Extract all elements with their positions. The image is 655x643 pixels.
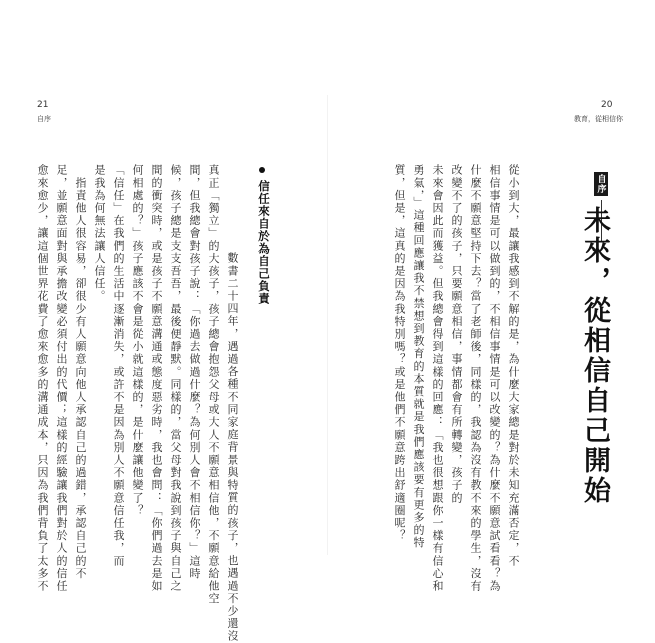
left-column-10: 足，並願意面對與承擔改變必須付出的代價；這樣的經驗讓我們對於人的信任 [55,164,68,593]
left-running-header: 自序 [37,115,51,123]
chapter-title: 未來，從相信自己開始 [579,206,610,506]
left-folio: 21 [37,100,49,110]
right-column-2: 相信事情是可以做到的，不相信事情是可以改變的？為什麼不願意試看看？為 [488,164,501,593]
left-column-3: 間，但我總會對孩子說：「你過去做過什麼？為何別人會不相信你？」這時 [188,164,201,580]
left-column-8: 是我為何無法讓人信任。 [93,164,106,303]
right-column-5: 未來會因此而獲益。但我總會得到這樣的回應：「我也很想跟你一樣有信心和 [431,164,444,593]
left-column-5: 間的衝突時，或是孩子不願意溝通或態度惡劣時，我也會問：「你們過去是如 [150,164,163,593]
section-heading: 信任來自於為自己負責 [257,180,271,305]
left-column-4: 候，孩子總是支支吾吾，最後便靜默。同樣的，當父母對我說到孩子與自己之 [169,164,182,593]
left-column-1: 數書二十四年，遇過各種不同家庭背景與特質的孩子，也遇過不少還沒 [226,252,239,643]
page-gutter [327,95,328,555]
right-column-6: 勇氣，」這種回應讓我不禁想到教育的本質就是我們應該要有更多的特 [412,164,425,550]
right-folio: 20 [601,100,613,110]
right-column-4: 改變不了的孩子，只要願意相信，事情都會有所轉變，孩子的 [450,164,463,505]
preface-tag: 自序 [594,172,608,196]
left-column-2: 真正「獨立」的大孩子，孩子總會抱怨父母或大人不願意相信他，不願意給他空 [207,164,220,605]
left-column-7: 「信任」在我們的生活中逐漸消失，或許不是因為別人不願意信任我，而 [112,164,125,568]
left-column-11: 愈來愈少，讓這個世界花費了愈來愈多的溝通成本，只因為我們背負了太多不 [36,164,49,593]
right-column-1: 從小到大，最讓我感到不解的是，為什麼大家總是對於未知充滿否定，不 [507,164,520,568]
right-column-3: 什麼不願意堅持下去？當了老師後，同樣的，我認為沒有教不來的學生，沒有 [469,164,482,593]
heading-bullet-icon [259,167,265,173]
left-column-6: 何相處的？」孩子應該不會是從小就這樣的，是什麼讓他變了？ [131,164,144,517]
right-column-7: 質，但是，這真的是因為我特別嗎？或是他們不願意跨出舒適圈呢？ [393,164,406,542]
left-column-9: 指責他人很容易，卻很少有人願意向他人承認自己的過錯，承認自己的不 [74,164,87,580]
right-running-header: 教育，從相信你 [574,115,623,123]
